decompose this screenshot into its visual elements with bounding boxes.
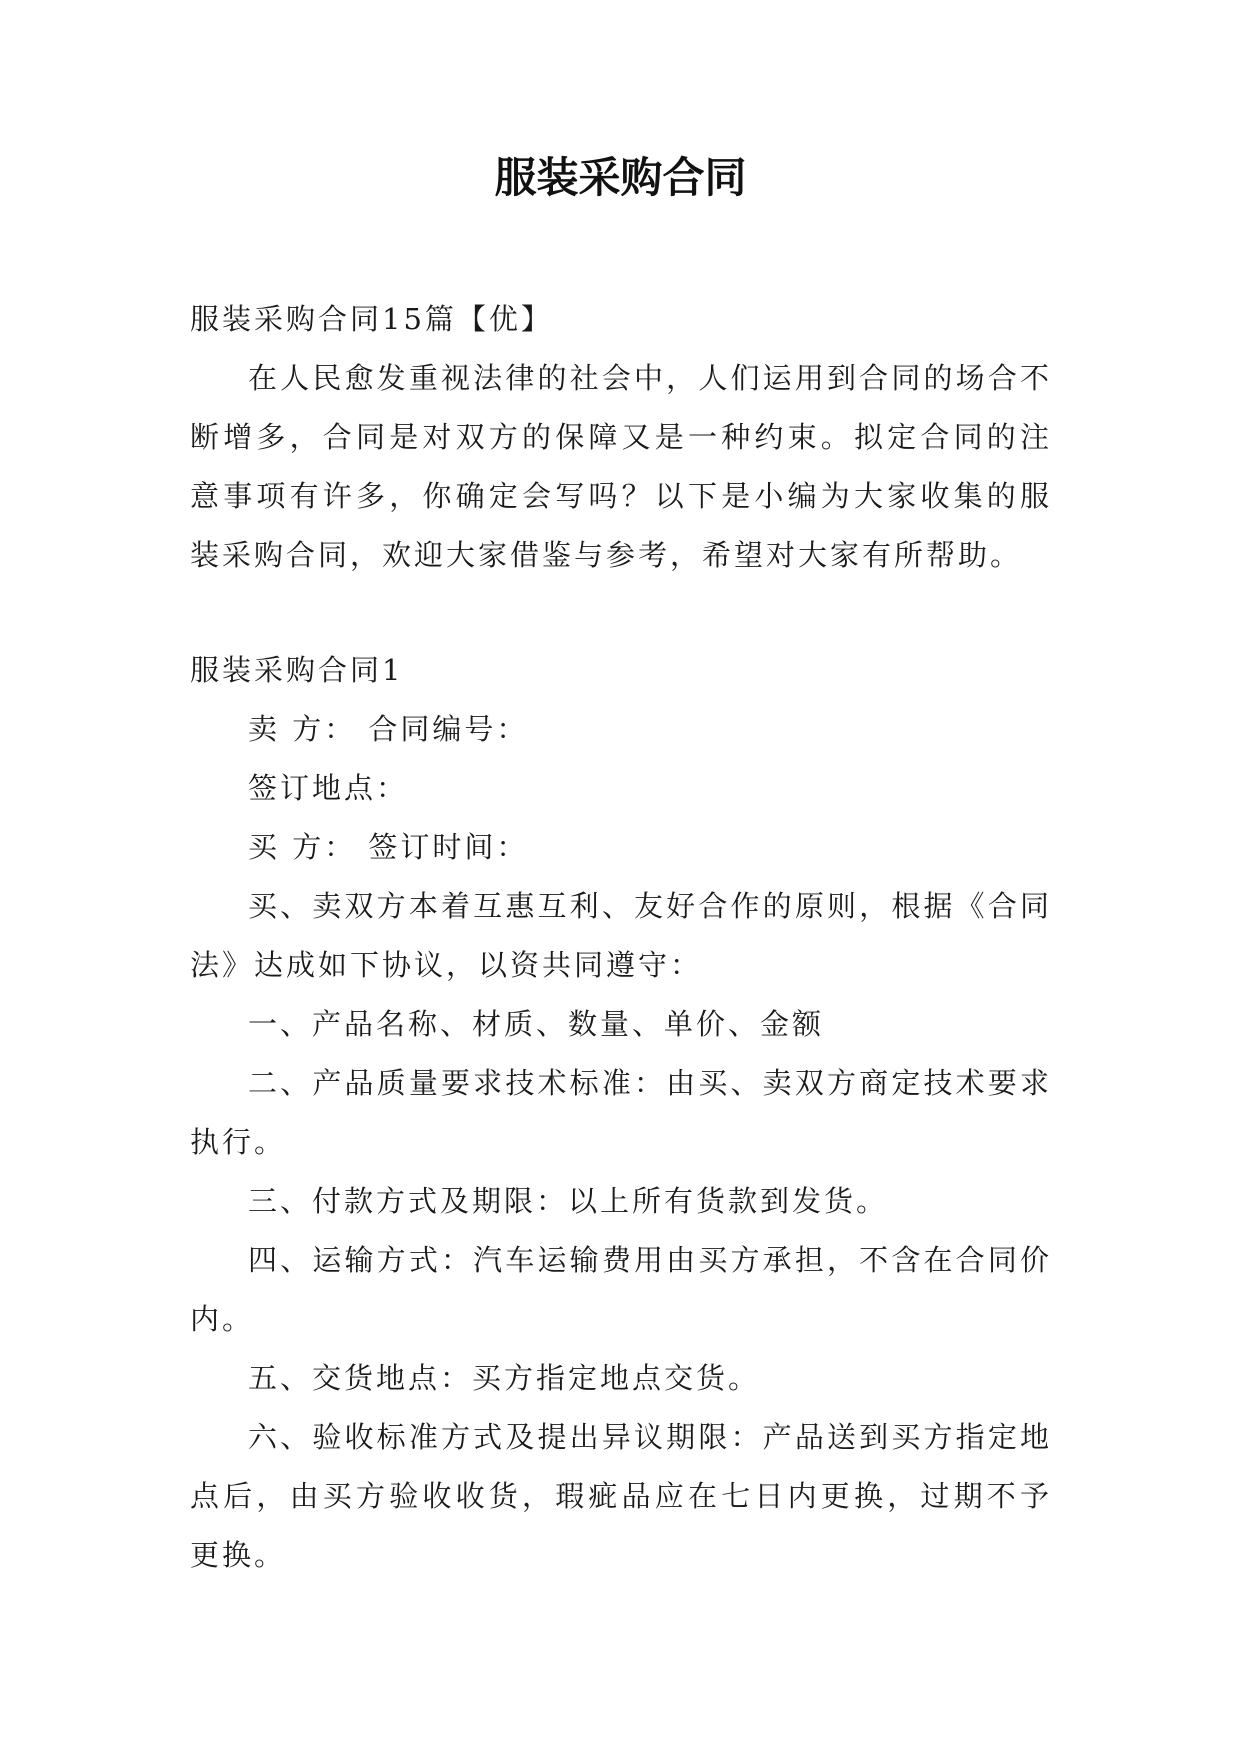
clause-1: 一、产品名称、材质、数量、单价、金额 [248,1007,825,1041]
seller-line: 卖 方： 合同编号： [248,712,529,746]
buyer-line: 买 方： 签订时间： [248,830,529,864]
document-title: 服装采购合同 [494,153,747,202]
place-line: 签订地点： [248,771,409,805]
clause-5: 五、交货地点：买方指定地点交货。 [248,1361,761,1395]
section-heading: 服装采购合同1 [190,653,404,687]
section-spacer [190,585,1052,641]
document-body [190,290,1052,1585]
clause-6: 六、验收标准方式及提出异议期限：产品送到买方指定地点后，由买方验收收货，瑕疵品应在七日内更换，过期不予更换。 [190,1420,1052,1572]
intro-paragraph: 在人民愈发重视法律的社会中，人们运用到合同的场合不断增多，合同是对双方的保障又是一种约束。拟定合同的注意事项有许多，你确定会写吗？以下是小编为大家收集的服装采购合同，欢迎大家借鉴与参考，希望对大家有所帮助。 [190,361,1052,572]
document-subtitle: 服装采购合同15篇【优】 [190,302,553,336]
clause-4: 四、运输方式：汽车运输费用由买方承担，不含在合同价内。 [190,1243,1052,1336]
preamble-paragraph: 买、卖双方本着互惠互利、友好合作的原则，根据《合同法》达成如下协议，以资共同遵守： [190,889,1052,982]
clause-2: 二、产品质量要求技术标准：由买、卖双方商定技术要求执行。 [190,1066,1052,1159]
clause-3: 三、付款方式及期限：以上所有货款到发货。 [248,1184,889,1218]
